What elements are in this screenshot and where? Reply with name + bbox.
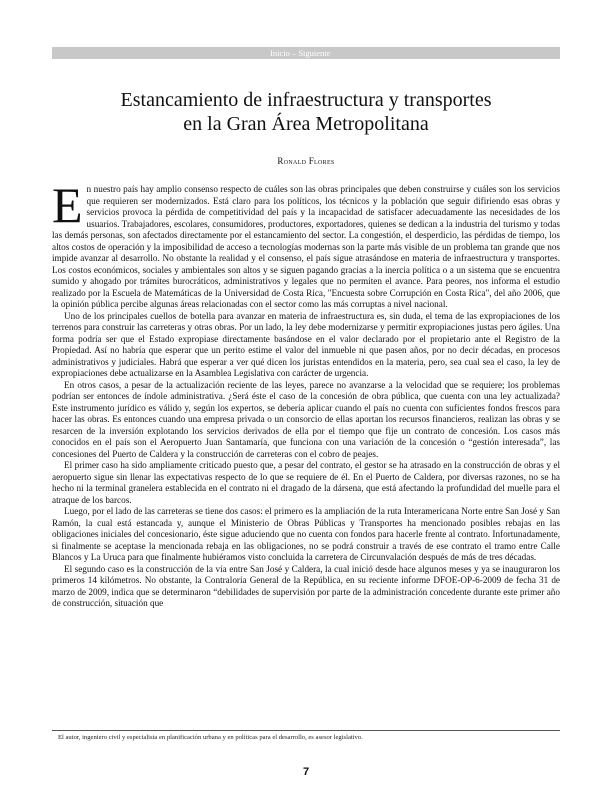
article-title-line-1: Estancamiento de infraestructura y transportes xyxy=(120,89,492,111)
author-footnote: El autor, ingeniero civil y especialista en planificación urbana y en políticas para el desarrollo, es asesor legislativo. xyxy=(58,734,363,741)
paragraph-1-text: n nuestro país hay amplio consenso respecto de cuáles son las obras principales que deben construirse y cuáles son los servicios que requieren ser modernizados. Está claro para los políticos, los técnicos y la población que seguir difiriendo esas obras y servicios provoca la pérdida de competitividad del país y la incapacidad de satisfacer adecuadamente las necesidades de los usuarios. Trabajadores, escolares, consumidores, productores, exportadores, quienes se dedican a la industria del turismo y todas las demás personas, son afectados directamente por el estancamiento del sector. La congestión, el desperdicio, las pérdidas de tiempo, los altos costos de operación y la imposibilidad de acceso a tecnologías modernas son la parte más visible de un problema tan grande que nos impide avanzar al desarrollo. No obstante la realidad y el consenso, el país sigue atrasándose en materia de infraestructura y transportes. Los costos económicos, sociales y ambientales son altos y se siguen pagando gracias a la inercia política o a un sistema que se encuentra sumido y ahogado por trámites burocráticos, administrativos y legales que no permiten el avance. Para peores, nos informa el estudio realizado por la Escuela de Matemáticas de la Universidad de Costa Rica, "Encuesta sobre Corrupción en Costa Rica", del año 2006, que la opinión pública percibe algunas áreas relacionadas con el sector como las más corruptas a nivel nacional. xyxy=(52,184,560,309)
article-body xyxy=(52,184,560,722)
paragraph-4: El primer caso ha sido ampliamente criticado puesto que, a pesar del contrato, el gestor se ha atrasado en la construcción de obras y el aeropuerto sigue sin llenar las expectativas respecto de lo que se requiere de él. En el Puerto de Caldera, por diversas razones, no se ha hecho ni la terminal granelera establecida en el contrato ni el dragado de la dársena, que está afectando la profundidad del muelle para el atraque de los barcos. xyxy=(52,460,560,505)
paragraph-2: Uno de los principales cuellos de botella para avanzar en materia de infraestructura es, sin duda, el tema de las expropiaciones de los terrenos para construir las carreteras y otras obras. Por un lado, la ley debe modernizarse y permitir expropiaciones justas pero ágiles. Una forma podría ser que el Estado expropiase directamente basándose en el valor declarado por el propietario ante el Registro de la Propiedad. Así no habría que esperar que un perito estime el valor del inmueble ni que pasen años, por no decir décadas, en procesos administrativos y judiciales. Habrá que esperar a ver qué dicen los juristas entendidos en la materia, pero, sea cual sea el caso, la ley de expropiaciones debe actualizarse en la Asamblea Legislativa con carácter de urgencia. xyxy=(52,310,560,378)
nav-separator: – xyxy=(289,48,299,58)
footnote-divider xyxy=(52,730,560,731)
page-number: 7 xyxy=(302,766,310,778)
paragraph-6: El segundo caso es la construcción de la vía entre San José y Caldera, la cual inició desde hace algunos meses y ya se inauguraron los primeros 14 kilómetros. No obstante, la Contraloría General de la República, en su reciente informe DFOE-OP-6-2009 de fecha 31 de marzo de 2009, indica que se determinaron “debilidades de supervisión por parte de la administración concedente durante este primer año de construcción, situación que xyxy=(52,563,560,608)
nav-links xyxy=(270,47,330,59)
paragraph-5: Luego, por el lado de las carreteras se tiene dos casos: el primero es la ampliación de la ruta Interamericana Norte entre San José y San Ramón, la cual está estancada y, aunque el Ministerio de Obras Públicas y Transportes ha mencionado posibles rebajas en las obligaciones iniciales del concesionario, éste sigue aduciendo que no cuenta con fondos para hacerle frente al contrato. Infortunadamente, si finalmente se aceptase la mencionada rebaja en las obligaciones, no se podrá construir a través de ese contrato el tramo entre Calle Blancos y La Uruca para que finalmente hubiéramos visto concluida la carretera de Circunvalación después de más de tres décadas. xyxy=(52,506,560,562)
article-title xyxy=(52,88,560,136)
paragraph-1 xyxy=(52,184,560,311)
navigation-bar xyxy=(52,47,560,59)
drop-cap: E xyxy=(52,184,83,233)
nav-link-inicio[interactable]: Inicio xyxy=(270,48,290,58)
article-author: Ronald Flores xyxy=(277,156,335,166)
article-title-line-2: en la Gran Área Metropolitana xyxy=(183,113,429,135)
nav-link-siguiente[interactable]: Siguiente xyxy=(298,48,331,58)
paragraph-3: En otros casos, a pesar de la actualización reciente de las leyes, parece no avanzarse a la velocidad que se requiere; los problemas podrían ser entonces de índole administrativa. ¿Será éste el caso de la concesión de obra pública, que cuenta con una ley actualizada? Este instrumento jurídico es válido y, según los expertos, se debería aplicar cuando el país no cuenta con suficientes fondos frescos para hacer las obras. Es entonces cuando una empresa privada o un consorcio de ellas aportan los recursos financieros, realizan las obras y se resarcen de la inversión explotando los servicios derivados de ella por el tiempo que fije un contrato de concesión. Los casos más conocidos en el país son el Aeropuerto Juan Santamaría, que funciona con una variación de la concesión o “gestión interesada”, las concesiones del Puerto de Caldera y la construcción de carreteras con el cobro de peajes. xyxy=(52,379,560,459)
